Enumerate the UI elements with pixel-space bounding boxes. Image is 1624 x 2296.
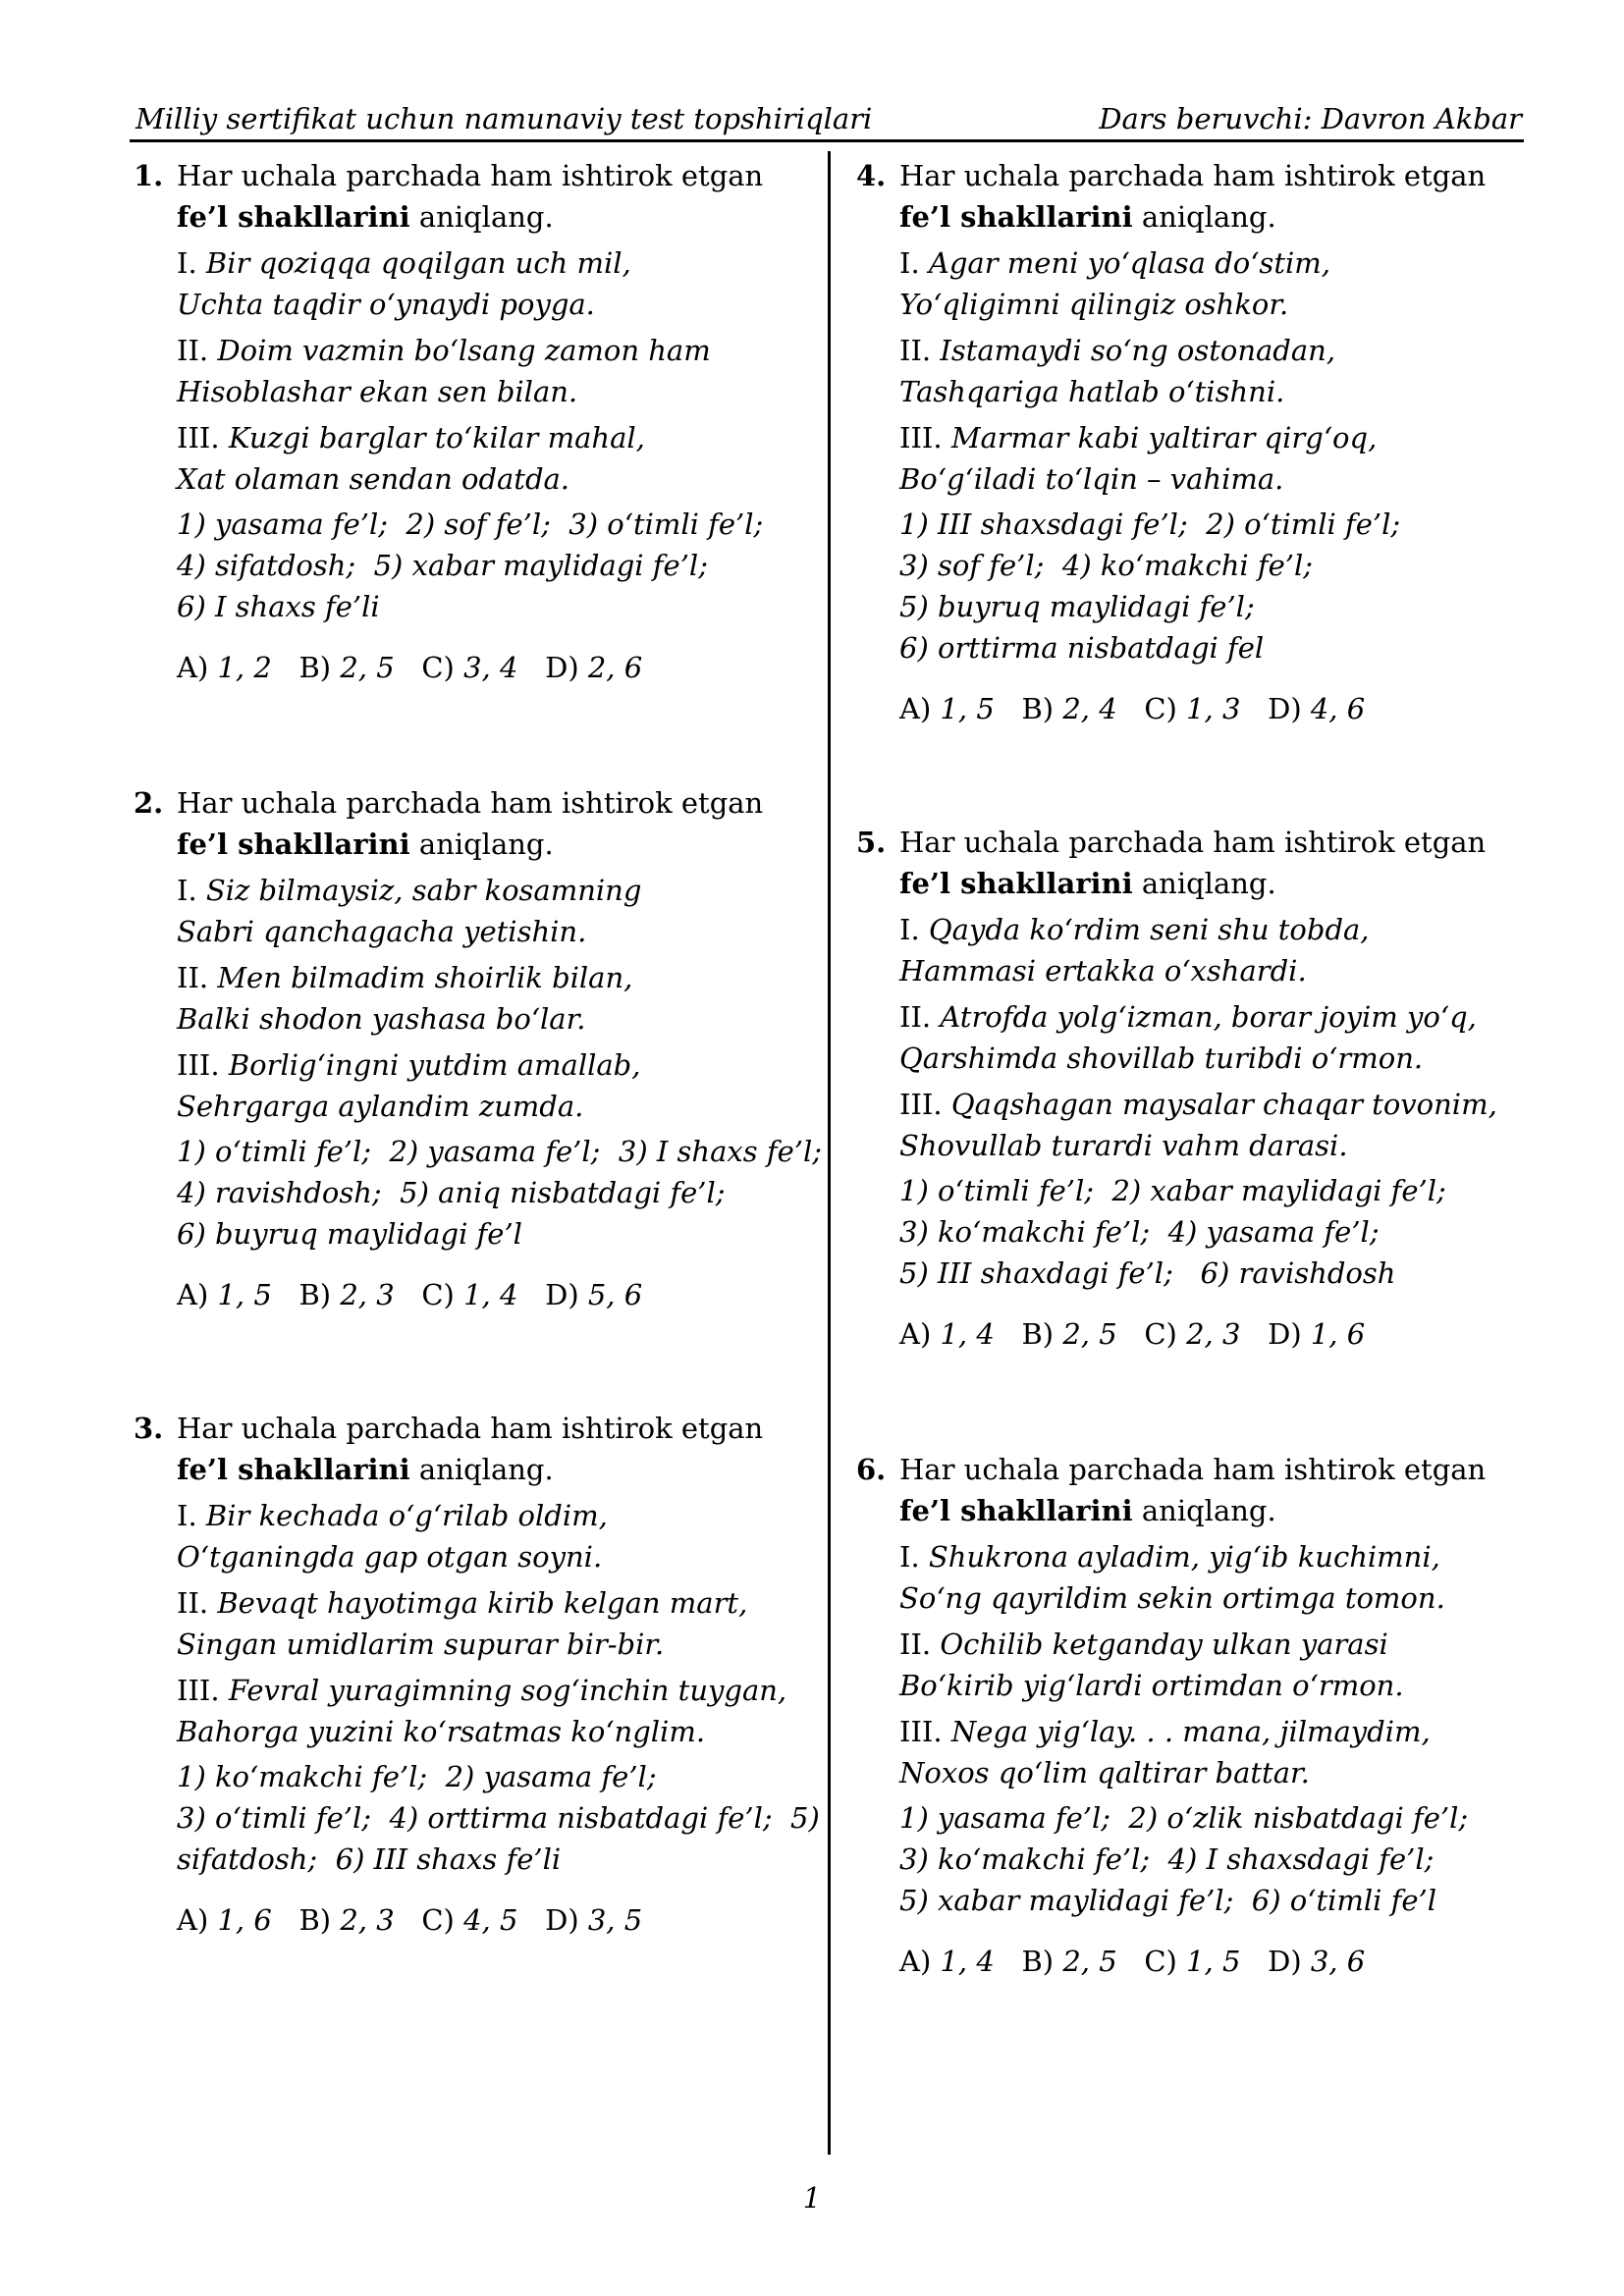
answer-label: D) (1268, 1945, 1302, 1978)
option-line: 1) o‘timli fe’l; 2) xabar maylidagi fe’l; (899, 1174, 1446, 1207)
poem-line (899, 950, 1514, 991)
option-line: 6) buyruq maylidagi fe’l (177, 1217, 522, 1251)
poem-line (899, 909, 1514, 950)
poem-line (899, 330, 1514, 371)
answer-value: 1, 2 (217, 651, 272, 684)
prompt-bold-text: fe’l shakllarini (899, 200, 1133, 234)
answer-label: D) (1268, 692, 1302, 725)
poem-excerpt (899, 1711, 1514, 1793)
answer-choice[interactable] (1268, 692, 1365, 725)
answer-label: A) (899, 1317, 932, 1351)
poem-line (899, 1125, 1514, 1166)
column-divider (828, 151, 831, 2155)
answer-choice[interactable] (545, 651, 642, 684)
answer-choice[interactable] (545, 1278, 642, 1311)
question-body (856, 242, 1514, 729)
answer-label: A) (177, 1278, 209, 1311)
poem-line-text: Atrofda yolg‘izman, borar joyim yo‘q, (940, 1000, 1477, 1034)
answer-label: C) (421, 651, 455, 684)
answer-value: 4, 5 (463, 1903, 518, 1937)
poem-line-text: Siz bilmaysiz, sabr kosamning (205, 874, 642, 907)
poem-line-text: Balki shodon yashasa bo‘lar. (177, 1002, 586, 1036)
option-line: 3) ko‘makchi fe’l; 4) I shaxsdagi fe’l; (899, 1842, 1435, 1876)
poem-excerpt (177, 1670, 791, 1752)
poem-line (899, 1711, 1514, 1752)
prompt-bold-text: fe’l shakllarini (177, 828, 410, 861)
option-list (899, 504, 1514, 668)
answer-value: 1, 6 (1310, 1317, 1366, 1351)
question-body (856, 1536, 1514, 1982)
page-number: 1 (802, 2181, 822, 2215)
poem-excerpt (899, 909, 1514, 991)
question-number: 2. (134, 786, 164, 820)
page-header (135, 102, 1522, 139)
poem-line (177, 1711, 791, 1752)
answer-choices (899, 1313, 1514, 1355)
prompt-text: Har uchala parchada ham ishtirok etgan (899, 1453, 1487, 1486)
answer-choice[interactable] (298, 1278, 394, 1311)
option-list (177, 504, 791, 627)
prompt-text-end: aniqlang. (1132, 200, 1276, 234)
poem-line-text: Shukrona ayladim, yig‘ib kuchimni, (928, 1540, 1440, 1574)
poem-excerpt (177, 330, 791, 412)
question-number: 3. (134, 1412, 164, 1445)
answer-choice[interactable] (177, 1903, 272, 1937)
answer-choice[interactable] (421, 1903, 517, 1937)
poem-line-text: Yo‘qligimni qilingiz oshkor. (899, 288, 1289, 321)
answer-choices (177, 1899, 791, 1941)
poem-line (177, 458, 791, 500)
answer-choice[interactable] (177, 651, 272, 684)
excerpt-numeral: III. (899, 1088, 943, 1121)
option-line: 5) xabar maylidagi fe’l; 6) o‘timli fe’l (899, 1884, 1437, 1917)
option-line: 4) sifatdosh; 5) xabar maylidagi fe’l; (177, 549, 708, 582)
answer-choice[interactable] (298, 1903, 394, 1937)
poem-excerpt (177, 1495, 791, 1577)
poem-line-text: Noxos qo‘lim qaltirar battar. (899, 1756, 1310, 1789)
poem-line-text: Kuzgi barglar to‘kilar mahal, (228, 421, 645, 454)
poem-line-text: Bo‘g‘iladi to‘lqin – vahima. (899, 462, 1284, 496)
poem-line (899, 284, 1514, 325)
poem-excerpt (899, 1624, 1514, 1706)
question-number: 1. (134, 159, 164, 192)
prompt-text-end: aniqlang. (409, 1453, 554, 1486)
poem-excerpt (177, 242, 791, 325)
prompt-text-end: aniqlang. (1132, 1494, 1276, 1527)
question-body (134, 1495, 820, 1941)
poem-line-text: Doim vazmin bo‘lsang zamon ham (217, 334, 711, 367)
poem-line (177, 911, 791, 952)
poem-line-text: Ochilib ketganday ulkan yarasi (940, 1628, 1388, 1661)
poem-line (177, 417, 791, 458)
question-prompt (856, 822, 1514, 904)
answer-value: 2, 3 (1186, 1317, 1241, 1351)
excerpt-numeral: II. (177, 1586, 209, 1620)
answer-label: B) (298, 651, 332, 684)
poem-line-text: Tashqariga hatlab o‘tishni. (899, 375, 1285, 408)
prompt-text: Har uchala parchada ham ishtirok etgan (177, 786, 764, 820)
answer-label: B) (298, 1278, 332, 1311)
answer-choice[interactable] (1021, 1317, 1116, 1351)
poem-line (899, 1752, 1514, 1793)
answer-value: 2, 3 (340, 1278, 395, 1311)
poem-line-text: Bevaqt hayotimga kirib kelgan mart, (217, 1586, 748, 1620)
answer-value: 1, 5 (940, 692, 995, 725)
question-prompt (134, 155, 791, 238)
question-number: 5. (856, 826, 887, 859)
question-block (856, 155, 1514, 729)
poem-line (899, 1038, 1514, 1079)
answer-value: 2, 4 (1062, 692, 1117, 725)
poem-line-text: Qayda ko‘rdim seni shu tobda, (928, 913, 1370, 946)
poem-excerpt (177, 417, 791, 500)
answer-label: A) (177, 651, 209, 684)
question-block (134, 1408, 820, 1941)
answer-value: 1, 6 (217, 1903, 272, 1937)
answer-choice[interactable] (298, 651, 394, 684)
question-number: 4. (856, 159, 887, 192)
answer-label: C) (1144, 1945, 1177, 1978)
answer-choice[interactable] (899, 692, 995, 725)
option-list (899, 1797, 1514, 1921)
option-line: 1) yasama fe’l; 2) sof fe’l; 3) o‘timli fe’l; (177, 507, 764, 541)
poem-line (177, 870, 791, 911)
answer-label: B) (1021, 1317, 1055, 1351)
excerpt-numeral: III. (177, 1674, 220, 1707)
answer-choice[interactable] (1021, 692, 1116, 725)
poem-excerpt (899, 996, 1514, 1079)
poem-line (177, 1582, 791, 1624)
poem-excerpt (177, 1044, 791, 1127)
answer-value: 1, 4 (940, 1317, 995, 1351)
answer-choices (177, 1274, 791, 1315)
poem-line-text: Bir kechada o‘g‘rilab oldim, (205, 1499, 608, 1532)
answer-value: 2, 6 (587, 651, 643, 684)
option-line: 1) III shaxsdagi fe’l; 2) o‘timli fe’l; (899, 507, 1401, 541)
excerpt-numeral: I. (899, 246, 920, 280)
poem-line (899, 1084, 1514, 1125)
poem-line-text: Agar meni yo‘qlasa do‘stim, (928, 246, 1330, 280)
answer-label: D) (545, 1903, 579, 1937)
poem-excerpt (899, 1536, 1514, 1619)
answer-choice[interactable] (1268, 1317, 1365, 1351)
excerpt-numeral: III. (899, 1715, 943, 1748)
poem-line-text: Singan umidlarim supurar bir-bir. (177, 1628, 665, 1661)
poem-line (177, 1495, 791, 1536)
question-body (134, 870, 823, 1315)
poem-line (177, 998, 791, 1040)
poem-line (177, 284, 791, 325)
prompt-text-end: aniqlang. (409, 828, 554, 861)
question-body (856, 909, 1514, 1355)
answer-value: 2, 3 (340, 1903, 395, 1937)
poem-line (177, 1086, 791, 1127)
option-line: 5) buyruq maylidagi fe’l; (899, 590, 1255, 623)
answer-choices (899, 688, 1514, 729)
option-line: sifatdosh; 6) III shaxs fe’li (177, 1842, 562, 1876)
option-line: 6) I shaxs fe’li (177, 590, 380, 623)
excerpt-numeral: I. (899, 1540, 920, 1574)
poem-excerpt (177, 1582, 791, 1665)
answer-label: A) (899, 692, 932, 725)
prompt-bold-text: fe’l shakllarini (899, 867, 1133, 900)
answer-choice[interactable] (545, 1903, 642, 1937)
answer-value: 1, 4 (463, 1278, 518, 1311)
answer-choices (899, 1941, 1514, 1982)
poem-excerpt (899, 242, 1514, 325)
answer-value: 1, 5 (1186, 1945, 1241, 1978)
excerpt-numeral: I. (177, 874, 197, 907)
answer-label: D) (545, 651, 579, 684)
answer-choice[interactable] (899, 1317, 995, 1351)
poem-line-text: Qaqshagan maysalar chaqar tovonim, (950, 1088, 1497, 1121)
answer-label: C) (421, 1278, 455, 1311)
answer-choice[interactable] (177, 1278, 272, 1311)
answer-label: B) (298, 1903, 332, 1937)
question-block (134, 782, 823, 1315)
option-line: 4) ravishdosh; 5) aniq nisbatdagi fe’l; (177, 1176, 726, 1209)
answer-choices (177, 647, 791, 688)
poem-line-text: Shovullab turardi vahm darasi. (899, 1129, 1348, 1162)
excerpt-numeral: I. (177, 1499, 197, 1532)
prompt-bold-text: fe’l shakllarini (177, 1453, 410, 1486)
option-line: 3) o‘timli fe’l; 4) orttirma nisbatdagi fe’l; 5) (177, 1801, 820, 1835)
answer-value: 2, 5 (1062, 1945, 1117, 1978)
poem-excerpt (899, 417, 1514, 500)
option-line: 1) ko‘makchi fe’l; 2) yasama fe’l; (177, 1760, 657, 1793)
prompt-text: Har uchala parchada ham ishtirok etgan (899, 826, 1487, 859)
option-list (177, 1756, 820, 1880)
excerpt-numeral: II. (177, 334, 209, 367)
poem-line-text: Hammasi ertakka o‘xshardi. (899, 954, 1307, 988)
excerpt-numeral: II. (899, 334, 932, 367)
poem-line-text: So‘ng qayrildim sekin ortimga tomon. (899, 1581, 1445, 1615)
answer-value: 2, 5 (340, 651, 395, 684)
answer-choice[interactable] (899, 1945, 995, 1978)
poem-line-text: Bo‘kirib yig‘lardi ortimdan o‘rmon. (899, 1669, 1404, 1702)
poem-line-text: Bir qoziqqa qoqilgan uch mil, (205, 246, 631, 280)
poem-line-text: Hisoblashar ekan sen bilan. (177, 375, 578, 408)
poem-line (899, 996, 1514, 1038)
answer-choice[interactable] (1021, 1945, 1116, 1978)
option-line: 5) III shaxdagi fe’l; 6) ravishdosh (899, 1256, 1396, 1290)
answer-value: 3, 5 (587, 1903, 643, 1937)
poem-line-text: Fevral yuragimning sog‘inchin tuygan, (228, 1674, 787, 1707)
answer-choice[interactable] (1144, 1945, 1240, 1978)
answer-label: C) (421, 1903, 455, 1937)
poem-line-text: Istamaydi so‘ng ostonadan, (940, 334, 1336, 367)
excerpt-numeral: III. (899, 421, 943, 454)
question-prompt (856, 1449, 1514, 1531)
option-line: 6) orttirma nisbatdagi fel (899, 631, 1265, 665)
question-prompt (134, 782, 791, 865)
poem-line-text: Borlig‘ingni yutdim amallab, (228, 1048, 641, 1082)
poem-line (899, 1665, 1514, 1706)
question-block (856, 822, 1514, 1355)
excerpt-numeral: III. (177, 1048, 220, 1082)
option-line: 3) ko‘makchi fe’l; 4) yasama fe’l; (899, 1215, 1380, 1249)
poem-line-text: Xat olaman sendan odatda. (177, 462, 570, 496)
poem-line (177, 957, 791, 998)
poem-line-text: Uchta taqdir o‘ynaydi poyga. (177, 288, 595, 321)
poem-excerpt (899, 330, 1514, 412)
answer-label: B) (1021, 692, 1055, 725)
prompt-text: Har uchala parchada ham ishtirok etgan (177, 159, 764, 192)
answer-choice[interactable] (1144, 692, 1240, 725)
header-title: Milliy sertifikat uchun namunaviy test topshiriqlari (135, 102, 873, 135)
poem-line-text: Sabri qanchagacha yetishin. (177, 915, 587, 948)
poem-line (177, 330, 791, 371)
question-body (134, 242, 791, 688)
excerpt-numeral: II. (899, 1000, 932, 1034)
answer-choice[interactable] (421, 1278, 517, 1311)
poem-line-text: Men bilmadim shoirlik bilan, (217, 961, 633, 994)
poem-line (899, 371, 1514, 412)
option-list (177, 1131, 823, 1255)
poem-line (177, 371, 791, 412)
poem-line (899, 417, 1514, 458)
header-author: Dars beruvchi: Davron Akbar (1099, 102, 1522, 135)
poem-line-text: Sehrgarga aylandim zumda. (177, 1090, 584, 1123)
answer-label: D) (545, 1278, 579, 1311)
poem-excerpt (899, 1084, 1514, 1166)
answer-value: 1, 4 (940, 1945, 995, 1978)
poem-line (177, 1044, 791, 1086)
question-prompt (134, 1408, 791, 1490)
poem-line (899, 1577, 1514, 1619)
poem-line (177, 1624, 791, 1665)
poem-line (899, 458, 1514, 500)
poem-line-text: Bahorga yuzini ko‘rsatmas ko‘nglim. (177, 1715, 706, 1748)
answer-value: 3, 4 (463, 651, 518, 684)
excerpt-numeral: I. (177, 246, 197, 280)
answer-value: 5, 6 (587, 1278, 643, 1311)
poem-line-text: Marmar kabi yaltirar qirg‘oq, (950, 421, 1378, 454)
question-block (134, 155, 791, 688)
question-prompt (856, 155, 1514, 238)
answer-choice[interactable] (1144, 1317, 1240, 1351)
answer-value: 4, 6 (1310, 692, 1366, 725)
prompt-bold-text: fe’l shakllarini (899, 1494, 1133, 1527)
prompt-text: Har uchala parchada ham ishtirok etgan (899, 159, 1487, 192)
poem-excerpt (177, 957, 791, 1040)
excerpt-numeral: I. (899, 913, 920, 946)
option-list (899, 1170, 1514, 1294)
option-line: 1) yasama fe’l; 2) o‘zlik nisbatdagi fe’l; (899, 1801, 1469, 1835)
poem-line (177, 1536, 791, 1577)
prompt-text: Har uchala parchada ham ishtirok etgan (177, 1412, 764, 1445)
poem-line (899, 1624, 1514, 1665)
excerpt-numeral: II. (177, 961, 209, 994)
answer-value: 1, 5 (217, 1278, 272, 1311)
poem-line (177, 1670, 791, 1711)
answer-choice[interactable] (421, 651, 517, 684)
option-line: 1) o‘timli fe’l; 2) yasama fe’l; 3) I shaxs fe’l; (177, 1135, 823, 1168)
excerpt-numeral: II. (899, 1628, 932, 1661)
poem-excerpt (177, 870, 791, 952)
question-number: 6. (856, 1453, 887, 1486)
answer-label: C) (1144, 692, 1177, 725)
poem-line (899, 242, 1514, 284)
answer-value: 2, 5 (1062, 1317, 1117, 1351)
answer-label: D) (1268, 1317, 1302, 1351)
poem-line-text: O‘tganingda gap otgan soyni. (177, 1540, 603, 1574)
poem-line-text: Nega yig‘lay. . . mana, jilmaydim, (950, 1715, 1431, 1748)
answer-label: A) (177, 1903, 209, 1937)
answer-value: 1, 3 (1186, 692, 1241, 725)
poem-line (177, 242, 791, 284)
option-line: 3) sof fe’l; 4) ko‘makchi fe’l; (899, 549, 1314, 582)
header-rule (130, 139, 1524, 142)
question-block (856, 1449, 1514, 1982)
excerpt-numeral: III. (177, 421, 220, 454)
poem-line (899, 1536, 1514, 1577)
prompt-bold-text: fe’l shakllarini (177, 200, 410, 234)
answer-label: A) (899, 1945, 932, 1978)
answer-choice[interactable] (1268, 1945, 1365, 1978)
prompt-text-end: aniqlang. (409, 200, 554, 234)
answer-label: B) (1021, 1945, 1055, 1978)
prompt-text-end: aniqlang. (1132, 867, 1276, 900)
answer-label: C) (1144, 1317, 1177, 1351)
poem-line-text: Qarshimda shovillab turibdi o‘rmon. (899, 1041, 1424, 1075)
answer-value: 3, 6 (1310, 1945, 1366, 1978)
